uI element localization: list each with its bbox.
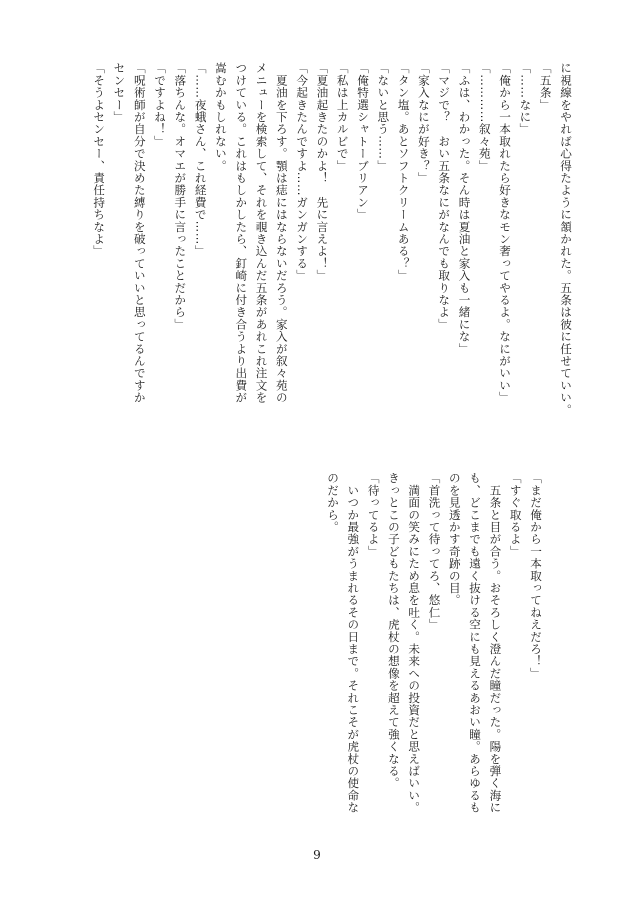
text-line: 「…………叙々苑」	[477, 62, 492, 172]
text-line: 「呪術師が自分で決めた縛りを破っていいと思ってるんですか	[132, 62, 147, 404]
text-line: つけている。これはもしかしたら、釘崎に付き合うより出費が	[234, 62, 249, 404]
text-line: 「マジで？ おい五条なにがなんでも取りなよ」	[437, 62, 452, 331]
text-line: 満面の笑みにため息を吐く。未来への投資だと思えばいい。	[407, 472, 422, 814]
text-line: 「今起きたんですよ……ガンガンする」	[295, 62, 310, 282]
text-line: 嵩むかもしれない。	[213, 62, 228, 172]
text-line: 「すぐ取るよ」	[508, 472, 523, 558]
text-line: のを見透かす奇跡の目。	[447, 472, 462, 607]
text-line: 五条と目が合う。おそろしく澄んだ瞳だった。陽を弾く海に	[488, 472, 503, 814]
text-line: のだから。	[326, 472, 341, 533]
text-line: 「俺から一本取れたら好きなモン奢ってやるよ。なにがいい」	[498, 62, 513, 404]
text-line: 「ふは、わかった。そん時は夏油と家入も一緒にな」	[457, 62, 472, 355]
text-line: 「夏油起きたのかよ！ 先に言えよ！」	[315, 62, 330, 282]
text-line: 「タン塩。あとソフトクリームある？」	[396, 62, 411, 282]
page-number: 9	[313, 848, 321, 862]
text-line: 「まだ俺から一本取ってねえだろ！」	[529, 472, 543, 680]
text-line: 「家入なにが好き？」	[416, 62, 431, 184]
text-line: 「俺特選シャトーブリアン」	[356, 62, 371, 221]
text-line: きっとこの子どもたちは、虎杖の想像を超えて強くなる。	[386, 472, 401, 790]
text-line: も、どこまでも遠く抜ける空にも見えるあおい瞳。あらゆるも	[468, 472, 483, 814]
text-line: いつか最強がうまれるその日まで。それこそが虎杖の使命な	[346, 472, 361, 814]
text-line: 「五条」	[538, 62, 553, 111]
text-line: 「そうよセンセー、責任持ちなよ」	[92, 62, 107, 258]
text-line: 「首洗って待ってろ、悠仁」	[427, 472, 442, 631]
text-line: 夏油を下ろす。顎は痣にはならないだろう。家入が叙々苑の	[274, 62, 289, 404]
upper-text-block	[89, 62, 576, 447]
text-line: 「待ってるよ」	[366, 472, 381, 558]
text-line: に視線をやれば心得たように頷かれた。五条は彼に任せていい。	[559, 62, 573, 416]
text-line: 「ないと思う……」	[376, 62, 391, 172]
text-line: 「落ちんな。オマエが勝手に言ったことだから」	[173, 62, 188, 331]
lower-text-block	[323, 472, 546, 852]
text-line: メニューを検索して、それを覗き込んだ五条があれこれ注文を	[254, 62, 269, 404]
text-line: 「……なに」	[518, 62, 533, 136]
text-line: 「私は上カルビで」	[335, 62, 350, 172]
text-line: 「……夜蛾さん、これ経費で……」	[193, 62, 208, 258]
text-line: センセー」	[112, 62, 127, 123]
text-line: 「ですよね！」	[153, 62, 168, 148]
